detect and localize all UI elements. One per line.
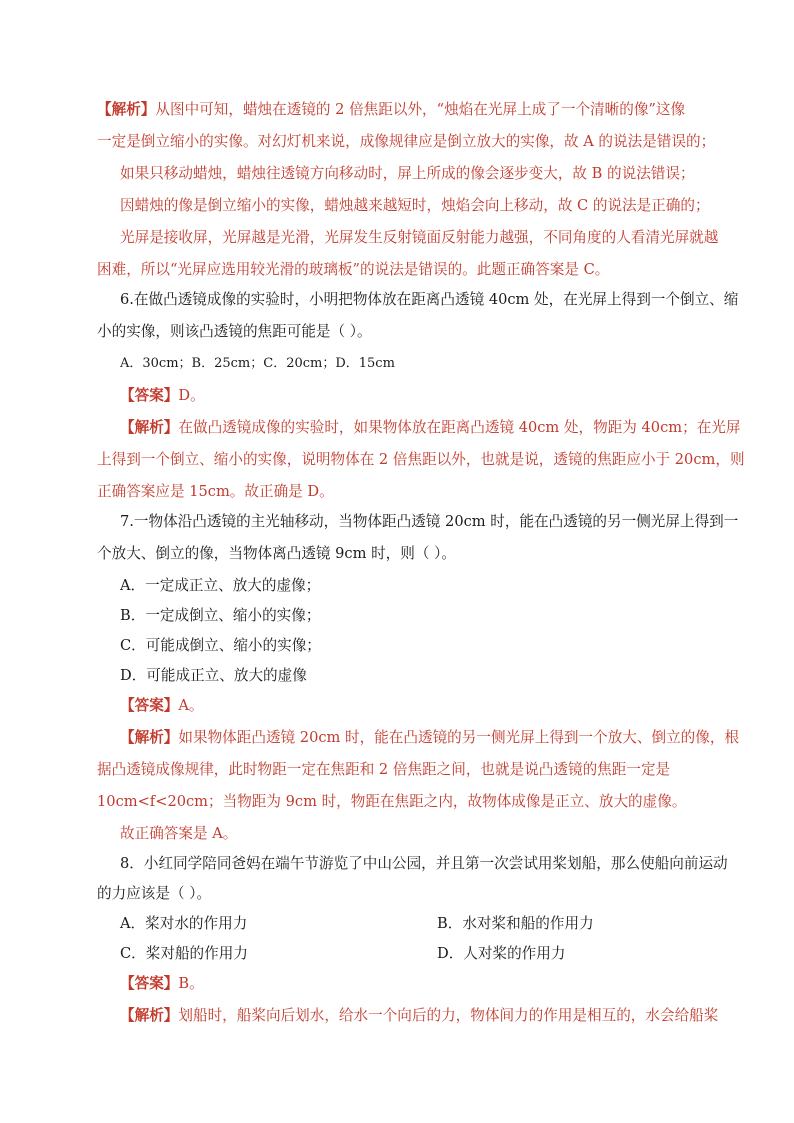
q8-answer	[120, 974, 204, 994]
q8-stem-line-2: 的力应该是（ ）。	[97, 885, 212, 902]
q5-analysis-line-4: 因蜡烛的像是倒立缩小的实像，蜡烛越来越短时，烛焰会向上移动，故 C 的说法是正确的；	[120, 197, 710, 214]
q5-analysis-line-2: 一定是倒立缩小的实像。对幻灯机来说，成像规律应是倒立放大的实像，故 A 的说法是错误的；	[97, 133, 716, 150]
q8-option-d: D．人对桨的作用力	[437, 945, 566, 962]
q6-stem-line-2: 小的实像，则该凸透镜的焦距可能是（ ）。	[97, 323, 372, 340]
analysis-tag: 【解析】	[97, 101, 156, 118]
q5-analysis-line-5: 光屏是接收屏，光屏越是光滑，光屏发生反射镜面反射能力越强，不同角度的人看清光屏就越	[120, 229, 719, 246]
q8-option-c: C．桨对船的作用力	[120, 945, 248, 962]
q7-option-c: C．可能成倒立、缩小的实像；	[120, 637, 321, 654]
answer-tag: 【答案】	[120, 975, 179, 992]
q7-stem-line-1: 7.一物体沿凸透镜的主光轴移动，当物体距凸透镜 20cm 时，能在凸透镜的另一侧光屏上得到一	[120, 513, 739, 530]
q6-analysis-line-3: 正确答案应是 15cm。故正确是 D。	[97, 483, 334, 500]
q7-stem-line-2: 个放大、倒立的像，当物体离凸透镜 9cm 时，则（ ）。	[97, 545, 456, 562]
q7-answer	[120, 696, 204, 716]
q5-analysis-line-6: 困难，所以“光屏应选用较光滑的玻璃板”的说法是错误的。此题正确答案是 C。	[97, 261, 610, 278]
analysis-tag: 【解析】	[120, 729, 179, 746]
answer-text: A。	[178, 697, 204, 714]
q7-analysis-line-3: 10cm<f<20cm；当物距为 9cm 时，物距在焦距之内，故物体成像是正立、放大的虚像。	[97, 793, 687, 810]
answer-text: B。	[178, 975, 204, 992]
answer-tag: 【答案】	[120, 387, 179, 404]
q8-option-a: A．桨对水的作用力	[120, 915, 248, 932]
q8-stem-line-1: 8．小红同学陪同爸妈在端午节游览了中山公园，并且第一次尝试用桨划船，那么使船向前运动	[120, 855, 728, 872]
q8-analysis-line-1	[120, 1006, 718, 1026]
analysis-text: 如果物体距凸透镜 20cm 时，能在凸透镜的另一侧光屏上得到一个放大、倒立的像，根	[178, 729, 740, 746]
q8-option-b: B．水对桨和船的作用力	[437, 915, 594, 932]
q5-analysis-line-3: 如果只移动蜡烛，蜡烛往透镜方向移动时，屏上所成的像会逐步变大，故 B 的说法错误；	[120, 165, 695, 182]
analysis-tag: 【解析】	[120, 1007, 179, 1024]
q6-analysis-line-1	[120, 418, 740, 438]
analysis-text: 从图中可知，蜡烛在透镜的 2 倍焦距以外，“烛焰在光屏上成了一个清晰的像”这像	[155, 101, 686, 118]
q7-analysis-line-1	[120, 728, 739, 748]
answer-text: D。	[178, 387, 205, 404]
answer-tag: 【答案】	[120, 697, 179, 714]
q7-conclusion: 故正确答案是 A。	[120, 825, 238, 842]
q7-option-b: B．一定成倒立、缩小的实像；	[120, 607, 321, 624]
q6-analysis-line-2: 上得到一个倒立、缩小的实像，说明物体在 2 倍焦距以外，也就是说，透镜的焦距应小于 20cm，则	[97, 451, 745, 468]
q6-options: A．30cm；B．25cm；C．20cm；D．15cm	[120, 356, 395, 371]
q6-answer	[120, 386, 205, 406]
analysis-text: 划船时，船桨向后划水，给水一个向后的力，物体间力的作用是相互的，水会给船桨	[178, 1007, 719, 1024]
q5-analysis-line-1	[97, 100, 685, 120]
q7-option-d: D．可能成正立、放大的虚像	[120, 667, 307, 684]
analysis-text: 在做凸透镜成像的实验时，如果物体放在距离凸透镜 40cm 处，物距为 40cm；在光屏	[178, 419, 741, 436]
q6-stem-line-1: 6.在做凸透镜成像的实验时，小明把物体放在距离凸透镜 40cm 处，在光屏上得到一个倒立、缩	[120, 291, 739, 308]
q7-option-a: A．一定成正立、放大的虚像；	[120, 577, 321, 594]
q7-analysis-line-2: 据凸透镜成像规律，此时物距一定在焦距和 2 倍焦距之间，也就是说凸透镜的焦距一定是	[97, 761, 671, 778]
analysis-tag: 【解析】	[120, 419, 179, 436]
